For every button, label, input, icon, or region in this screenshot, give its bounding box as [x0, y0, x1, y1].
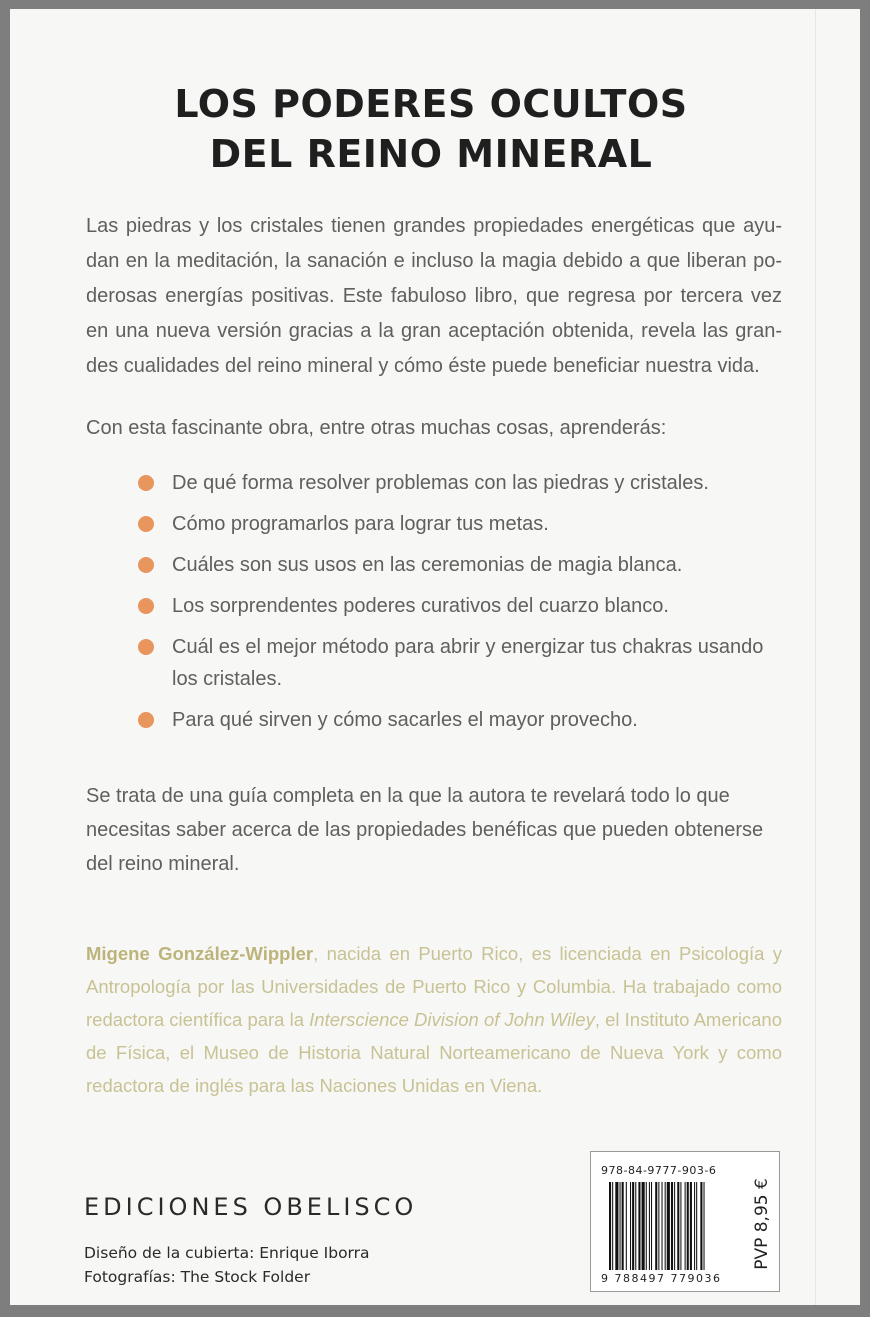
bullet-dot-icon — [138, 639, 154, 655]
bullet-dot-icon — [138, 475, 154, 491]
barcode-bar — [687, 1182, 689, 1270]
barcode-bar — [694, 1182, 695, 1270]
barcode-bar — [642, 1182, 645, 1270]
barcode-bar — [620, 1182, 621, 1270]
list-item-text: Los sorprendentes poderes curativos del cuarzo blanco. — [172, 595, 669, 617]
title-line-2: DEL REINO MINERAL — [209, 132, 653, 176]
list-item-text: Cuál es el mejor método para abrir y energizar tus chakras usando los cristales. — [172, 636, 764, 690]
cover-design-credit: Diseño de la cubierta: Enrique Iborra — [84, 1244, 370, 1262]
author-bio-italic: Interscience Division of John Wiley — [309, 1009, 595, 1030]
barcode-bar — [662, 1182, 663, 1270]
barcode-bar — [615, 1182, 618, 1270]
barcode-bar — [638, 1182, 640, 1270]
barcode-bar — [671, 1182, 673, 1270]
list-item — [86, 704, 782, 736]
list-item — [86, 590, 782, 622]
isbn-text: 978-84-9777-903-6 — [601, 1164, 717, 1177]
barcode-bar — [649, 1182, 650, 1270]
list-item — [86, 467, 782, 499]
bullet-dot-icon — [138, 557, 154, 573]
barcode-bar — [655, 1182, 657, 1270]
barcode-bar — [626, 1182, 627, 1270]
price-label — [749, 1164, 775, 1284]
barcode-bar — [635, 1182, 636, 1270]
credits — [84, 1241, 370, 1289]
barcode-bar — [677, 1182, 679, 1270]
feature-list — [86, 467, 782, 745]
barcode-bar — [651, 1182, 652, 1270]
list-item-text: Cuáles son sus usos en las ceremonias de magia blanca. — [172, 554, 683, 576]
barcode-bar — [658, 1182, 659, 1270]
list-item-text: De qué forma resolver problemas con las piedras y cristales. — [172, 472, 709, 494]
author-bio — [86, 937, 782, 1102]
list-item — [86, 549, 782, 581]
description-paragraph-3: Se trata de una guía completa en la que la autora te revelará todo lo que necesitas saber acerca de las propiedades benéficas que pueden obtenerse del reino mineral. — [86, 785, 764, 875]
description-paragraph-2: Con esta fascinante obra, entre otras muchas cosas, aprenderás: — [86, 417, 667, 439]
list-item-text: Cómo programarlos para lograr tus metas. — [172, 513, 549, 535]
barcode-label — [590, 1151, 780, 1292]
author-bio-text-2: , el Instituto Americano de Física, el Museo de Historia Natural Norteamericano de Nueva York y como redactora de inglés para las Naciones Unidas en Viena. — [86, 1009, 782, 1096]
list-item — [86, 631, 782, 695]
price-text: PVP 8,95 € — [752, 1178, 772, 1270]
barcode-bar — [700, 1182, 702, 1270]
title-line-1: LOS PODERES OCULTOS — [174, 82, 688, 126]
barcode-bar — [685, 1182, 686, 1270]
barcode-bar — [674, 1182, 675, 1270]
barcode-bar — [612, 1182, 613, 1270]
book-title — [10, 79, 852, 179]
barcode-bar — [704, 1182, 705, 1270]
description-paragraph-1: Las piedras y los cristales tienen grandes propiedades energéticas que ayudan en la meditación, la sanación e incluso la magia debido a que liberan poderosas energías positivas. Este fabuloso libro, que regresa por tercera vez en una nueva versión gracias a la gran aceptación obtenida, revela las grandes cualidades del reino mineral y cómo éste puede beneficiar nuestra vida. — [86, 215, 782, 377]
barcode-bar — [622, 1182, 624, 1270]
photo-credit: Fotografías: The Stock Folder — [84, 1268, 311, 1286]
spine-fold — [815, 9, 816, 1305]
bullet-dot-icon — [138, 712, 154, 728]
barcode-bar — [680, 1182, 681, 1270]
author-bio-text-1: , nacida en Puerto Rico, es licenciada en Psicología y Antropología por las Universidades de Puerto Rico y Columbia. Ha trabajado como redactora científica para la — [86, 943, 782, 1030]
list-item — [86, 508, 782, 540]
bullet-dot-icon — [138, 516, 154, 532]
barcode-bar — [696, 1182, 697, 1270]
barcode-bars — [609, 1182, 745, 1270]
bullet-dot-icon — [138, 598, 154, 614]
ean-number: 9 788497 779036 — [601, 1272, 722, 1285]
publisher-name: EDICIONES OBELISCO — [84, 1193, 418, 1221]
book-back-cover — [10, 9, 860, 1305]
barcode-bar — [632, 1182, 634, 1270]
barcode-bar — [665, 1182, 666, 1270]
author-name: Migene González-Wippler — [86, 943, 314, 964]
barcode-bar — [667, 1182, 670, 1270]
barcode-bar — [690, 1182, 692, 1270]
barcode-bar — [646, 1182, 647, 1270]
list-item-text: Para qué sirven y cómo sacarles el mayor provecho. — [172, 709, 638, 731]
barcode-bar — [609, 1182, 611, 1270]
barcode-bar — [630, 1182, 631, 1270]
